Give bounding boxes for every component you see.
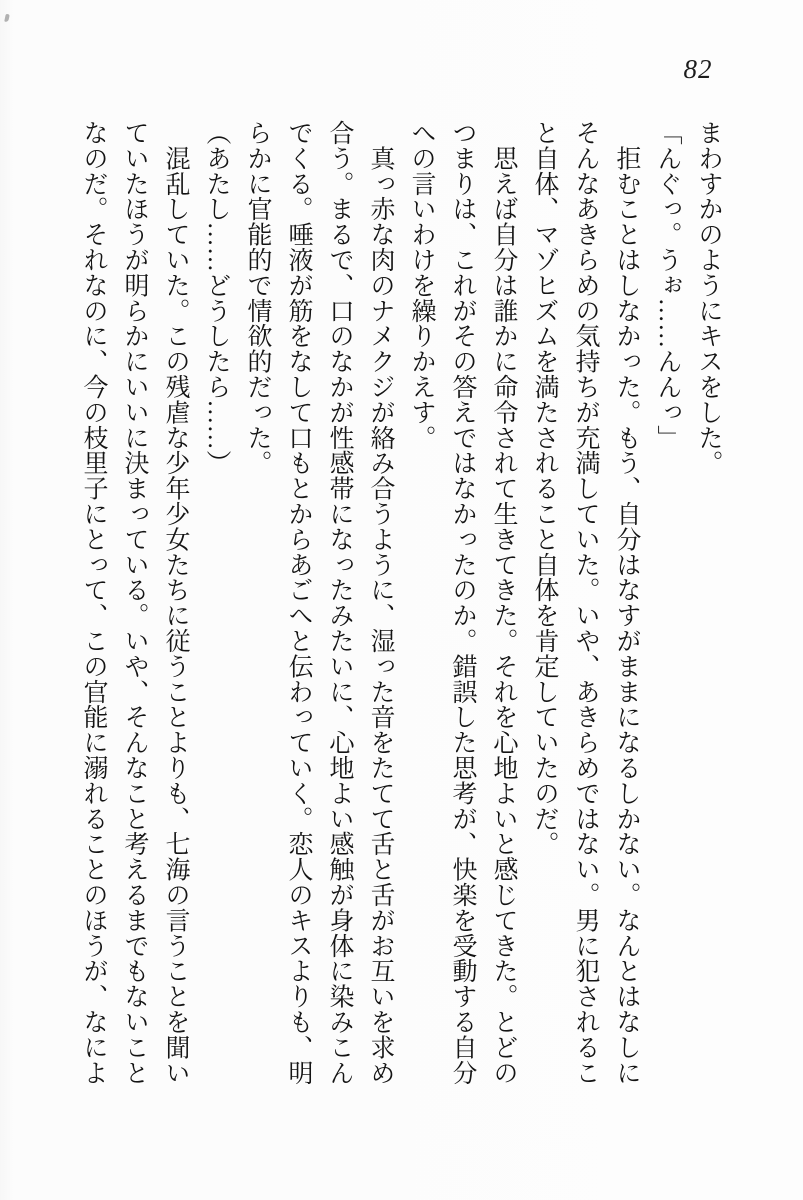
text-line: ていたほうが明らかにいいに決まっている。いや、そんなこと考えるまでもないこと xyxy=(121,120,148,1086)
text-line: らかに官能的で情欲的だった。 xyxy=(244,120,271,476)
scan-speck xyxy=(4,14,10,23)
text-line: なのだ。それなのに、今の枝里子にとって、この官能に溺れることのほうが、なによ xyxy=(80,120,107,1086)
text-line: 合う。まるで、口のなかが性感帯になったみたいに、心地よい感触が身体に染みこん xyxy=(326,120,353,1086)
text-line: と自体、マゾヒズムを満たされること自体を肯定していたのだ。 xyxy=(531,120,558,857)
text-line: への言いわけを繰りかえす。 xyxy=(408,120,435,451)
text-line: まわすかのようにキスをした。 xyxy=(695,120,722,476)
text-line: つまりは、これがその答えではなかったのか。錯誤した思考が、快楽を受動する自分 xyxy=(449,120,476,1086)
page-number: 82 xyxy=(683,54,713,84)
text-line: 拒むことはしなかった。もう、自分はなすがままになるしかない。なんとはなしに xyxy=(613,120,640,1086)
text-line: 混乱していた。この残虐な少年少女たちに従うことよりも、七海の言うことを聞い xyxy=(162,120,189,1086)
text-line: 思えば自分は誰かに命令されて生きてきた。それを心地よいと感じてきた。とどの xyxy=(490,120,517,1086)
text-line: でくる。唾液が筋をなして口もとからあごへと伝わっていく。恋人のキスよりも、明 xyxy=(285,120,312,1086)
text-line: 「んぐっ。うぉ……んんっ」 xyxy=(654,120,681,451)
vertical-text-block xyxy=(73,120,729,1086)
text-line: そんなあきらめの気持ちが充満していた。いや、あきらめではない。男に犯されるこ xyxy=(572,120,599,1086)
text-line: （あたし……どうしたら……） xyxy=(203,120,230,476)
text-line: 真っ赤な肉のナメクジが絡み合うように、湿った音をたてて舌と舌がお互いを求め xyxy=(367,120,394,1086)
